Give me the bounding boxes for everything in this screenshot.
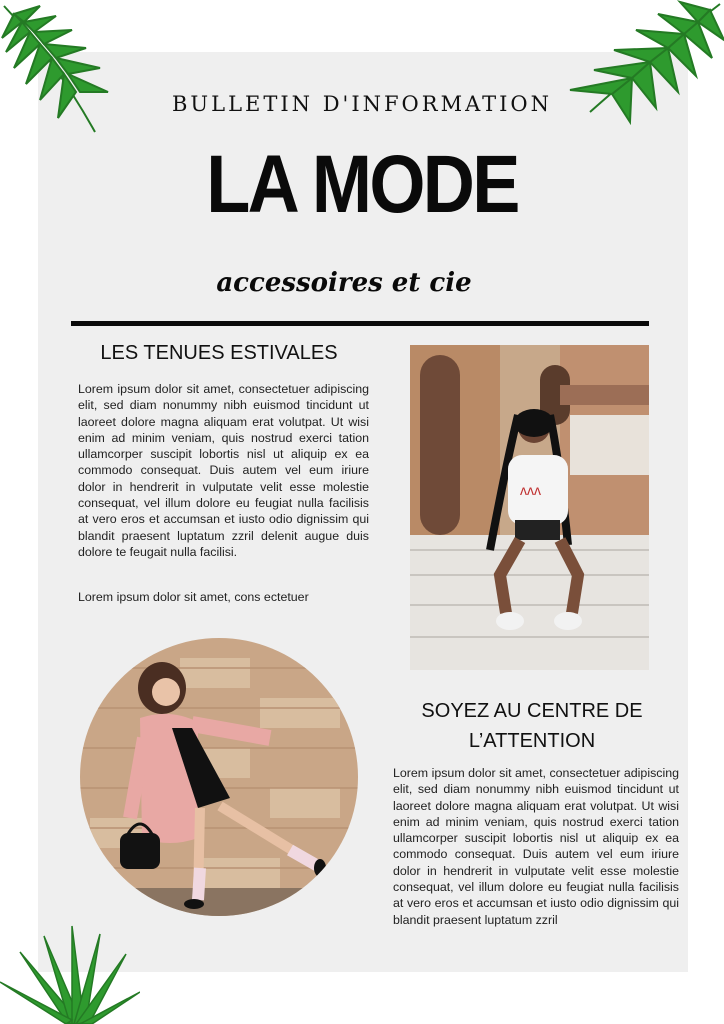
newsletter-kicker: BULLETIN D'INFORMATION bbox=[172, 92, 552, 116]
page-subtitle: accessoires et cie bbox=[216, 268, 472, 298]
page-title: LA MODE bbox=[206, 139, 518, 230]
section-heading-attention: SOYEZ AU CENTRE DE L’ATTENTION bbox=[421, 700, 643, 752]
title-divider bbox=[71, 321, 649, 326]
palm-leaf-icon bbox=[0, 922, 140, 1024]
section-body-summer: Lorem ipsum dolor sit amet, consectetuer adipiscing elit, sed diam nonummy nibh euismod tincidunt ut laoreet dolore magna aliquam erat volutpat. Ut wisi enim ad minim veniam, quis nostrud exerci tation ullamcorper suscipit lobortis nisl ut aliquip ex ea commodo consequat. Duis autem vel eum iriure dolor in hendrerit in vulputate velit esse molestie consequat, vel illum dolore eu feugiat nulla facilisis at vero eros et accumsan et iusto odio dignissim qui blandit praesent luptatum zzril delenit augue duis dolore te feugait nulla facilisi. bbox=[78, 382, 369, 559]
fashion-photo-stairs bbox=[410, 345, 649, 670]
section-heading-summer: LES TENUES ESTIVALES bbox=[100, 342, 338, 364]
section-body-attention: Lorem ipsum dolor sit amet, consectetuer adipiscing elit, sed diam nonummy nibh euismod tincidunt ut laoreet dolore magna aliquam erat volutpat. Ut wisi enim ad minim veniam, quis nostrud exerci tation ullamcorper suscipit lobortis nisl ut aliquip ex ea commodo consequat. Duis autem vel eum iriure dolor in hendrerit in vulputate velit esse molestie consequat, vel illum dolore eu feugiat nulla facilisis at vero eros et accumsan et iusto odio dignissim qui blandit praesent luptatum zzril bbox=[393, 766, 679, 927]
section-tail-summer: Lorem ipsum dolor sit amet, cons ectetuer bbox=[78, 590, 309, 604]
svg-text:ʌʌʌ: ʌʌʌ bbox=[520, 482, 541, 498]
palm-leaf-icon bbox=[0, 0, 115, 140]
fashion-photo-pink-coat bbox=[80, 638, 358, 916]
